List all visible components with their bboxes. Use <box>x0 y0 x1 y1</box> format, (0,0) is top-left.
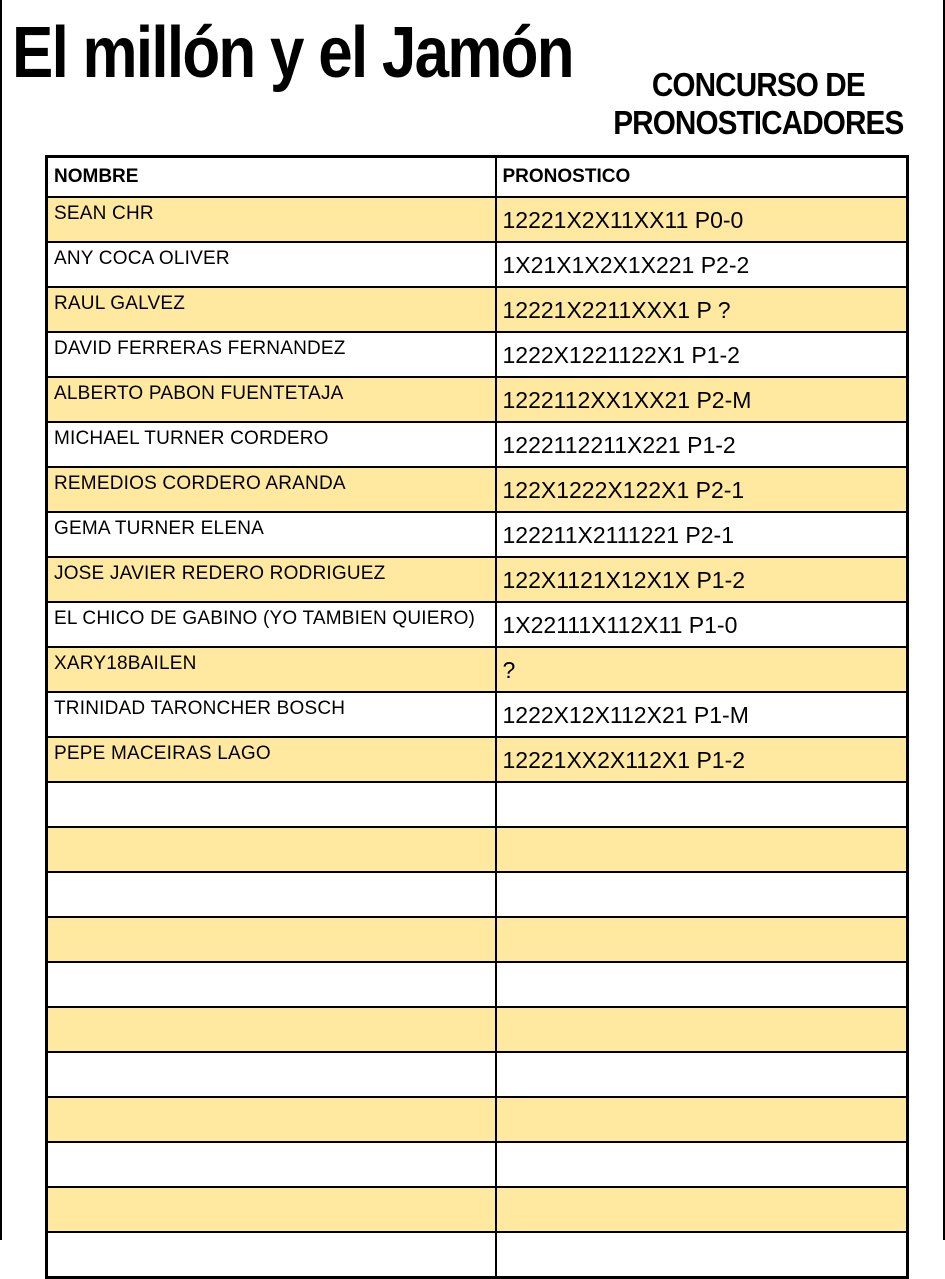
participant-name-cell <box>47 1232 496 1278</box>
prediction-cell <box>496 917 908 962</box>
prediction-cell <box>496 782 908 827</box>
table-row <box>47 647 908 692</box>
prediction-cell: 1222X12X112X21 P1-M <box>496 692 908 737</box>
prediction-cell: 122211X2111221 P2-1 <box>496 512 908 557</box>
participant-name-cell: JOSE JAVIER REDERO RODRIGUEZ <box>47 557 496 602</box>
table-row <box>47 692 908 737</box>
prediction-cell: 122X1222X122X1 P2-1 <box>496 467 908 512</box>
table-row <box>47 1097 908 1142</box>
prediction-cell <box>496 1232 908 1278</box>
prediction-cell <box>496 962 908 1007</box>
table-row <box>47 242 908 287</box>
prediction-cell <box>496 827 908 872</box>
table-row <box>47 827 908 872</box>
prediction-cell: 1222X1221122X1 P1-2 <box>496 332 908 377</box>
table-row <box>47 1007 908 1052</box>
prediction-cell: 12221XX2X112X1 P1-2 <box>496 737 908 782</box>
table-row <box>47 602 908 647</box>
participant-name-cell <box>47 917 496 962</box>
prediction-cell: 1222112XX1XX21 P2-M <box>496 377 908 422</box>
participant-name-cell: PEPE MACEIRAS LAGO <box>47 737 496 782</box>
table-row <box>47 1232 908 1278</box>
table-row <box>47 287 908 332</box>
table-row <box>47 1187 908 1232</box>
prediction-cell: ? <box>496 647 908 692</box>
prediction-cell: 1222112211X221 P1-2 <box>496 422 908 467</box>
participant-name-cell: DAVID FERRERAS FERNANDEZ <box>47 332 496 377</box>
prediction-cell <box>496 872 908 917</box>
contest-subtitle <box>613 66 903 142</box>
prediction-cell <box>496 1187 908 1232</box>
table-row <box>47 467 908 512</box>
participant-name-cell: ALBERTO PABON FUENTETAJA <box>47 377 496 422</box>
prediction-cell <box>496 1097 908 1142</box>
prediction-cell <box>496 1052 908 1097</box>
table-row <box>47 332 908 377</box>
page-left-border <box>0 0 2 1240</box>
participant-name-cell: XARY18BAILEN <box>47 647 496 692</box>
participant-name-cell: GEMA TURNER ELENA <box>47 512 496 557</box>
participant-name-cell: REMEDIOS CORDERO ARANDA <box>47 467 496 512</box>
participant-name-cell: SEAN CHR <box>47 197 496 242</box>
prediction-cell: 12221X2X11XX11 P0-0 <box>496 197 908 242</box>
participant-name-cell <box>47 872 496 917</box>
prediction-cell <box>496 1142 908 1187</box>
table-row <box>47 197 908 242</box>
participant-name-cell: ANY COCA OLIVER <box>47 242 496 287</box>
table-row <box>47 737 908 782</box>
participant-name-cell <box>47 1052 496 1097</box>
participant-name-cell <box>47 1007 496 1052</box>
participant-name-cell: RAUL GALVEZ <box>47 287 496 332</box>
participant-name-cell <box>47 1187 496 1232</box>
table-row <box>47 962 908 1007</box>
column-header-name: NOMBRE <box>47 157 496 198</box>
table-row <box>47 917 908 962</box>
participant-name-cell: EL CHICO DE GABINO (YO TAMBIEN QUIERO) <box>47 602 496 647</box>
participant-name-cell <box>47 962 496 1007</box>
page-title: El millón y el Jamón <box>12 13 573 93</box>
table-body <box>47 197 908 1278</box>
participant-name-cell <box>47 827 496 872</box>
table-row <box>47 1142 908 1187</box>
prediction-cell: 12221X2211XXX1 P ? <box>496 287 908 332</box>
table-row <box>47 422 908 467</box>
participant-name-cell <box>47 1097 496 1142</box>
subtitle-line-1: CONCURSO DE <box>651 66 865 103</box>
participant-name-cell: MICHAEL TURNER CORDERO <box>47 422 496 467</box>
prediction-cell: 1X21X1X2X1X221 P2-2 <box>496 242 908 287</box>
participant-name-cell <box>47 782 496 827</box>
prediction-cell: 122X1121X12X1X P1-2 <box>496 557 908 602</box>
participant-name-cell <box>47 1142 496 1187</box>
table-header-row <box>47 157 908 198</box>
table-row <box>47 557 908 602</box>
prediction-cell: 1X22111X112X11 P1-0 <box>496 602 908 647</box>
table-row <box>47 512 908 557</box>
participant-name-cell: TRINIDAD TARONCHER BOSCH <box>47 692 496 737</box>
table-row <box>47 1052 908 1097</box>
table-row <box>47 377 908 422</box>
forecast-table <box>45 155 909 1279</box>
subtitle-line-2: PRONOSTICADORES <box>612 104 903 141</box>
table-row <box>47 782 908 827</box>
column-header-prediction: PRONOSTICO <box>496 157 908 198</box>
table-row <box>47 872 908 917</box>
prediction-cell <box>496 1007 908 1052</box>
